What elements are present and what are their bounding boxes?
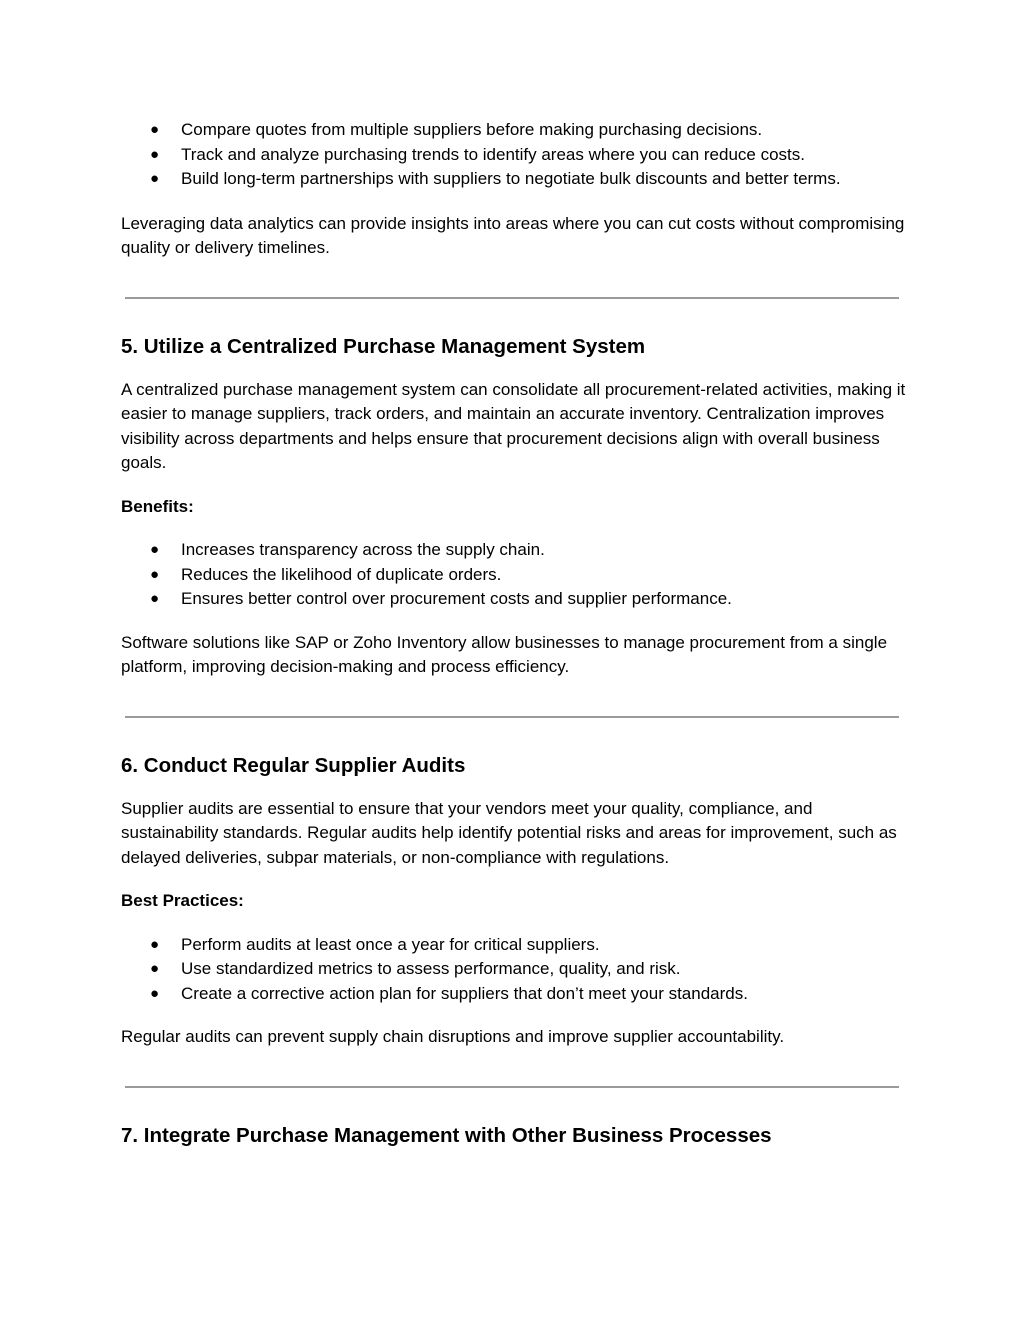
section-6-bullet-list [121,933,911,1007]
bullet-icon: ● [150,935,160,953]
section-6-heading: 6. Conduct Regular Supplier Audits [121,753,466,777]
bullet-icon: ● [150,565,160,583]
bullet-icon: ● [150,984,160,1002]
list-item: ● Build long-term partnerships with suppliers to negotiate bulk discounts and better terms. [121,167,911,192]
intro-bullet-list [121,118,911,192]
list-item: ● Ensures better control over procurement costs and supplier performance. [121,587,911,612]
bullet-icon: ● [150,541,160,558]
section-5-closing: Software solutions like SAP or Zoho Inventory allow businesses to manage procurement from a single platform, improving decision-making and process efficiency. [121,632,888,676]
section-6-paragraph: Supplier audits are essential to ensure that your vendors meet your quality, compliance, and sustainability standards. Regular audits help identify potential risks and areas for improvement, such as delayed deliveries, subpar materials, or non-compliance with regulations. [121,798,897,867]
section-6-label: Best Practices: [121,891,244,910]
section-5-bullet-list [121,538,911,612]
bullet-icon: ● [150,170,160,187]
list-item: ● Reduces the likelihood of duplicate orders. [121,563,911,588]
section-5-label: Benefits: [121,496,194,516]
section-5-paragraph: A centralized purchase management system can consolidate all procurement-related activities, making it easier to manage suppliers, track orders, and maintain an accurate inventory. Centralization improves visibility across departments and helps ensure that procurement decisions align with overall business goals. [121,379,906,472]
bullet-icon: ● [150,145,160,163]
section-6-closing: Regular audits can prevent supply chain disruptions and improve supplier accountability. [121,1027,785,1046]
list-item: ● Track and analyze purchasing trends to identify areas where you can reduce costs. [121,143,911,168]
bullet-icon: ● [150,121,160,138]
list-item: ● Use standardized metrics to assess performance, quality, and risk. [121,957,911,982]
section-7-heading: 7. Integrate Purchase Management with Other Business Processes [121,1123,772,1147]
bullet-icon: ● [150,960,160,977]
document-content [121,118,911,1150]
list-item: ● Compare quotes from multiple suppliers before making purchasing decisions. [121,118,911,143]
section-5-heading: 5. Utilize a Centralized Purchase Management System [121,334,646,358]
list-item: ● Perform audits at least once a year for critical suppliers. [121,933,911,958]
bullet-icon: ● [150,590,160,607]
list-item: ● Create a corrective action plan for suppliers that don’t meet your standards. [121,982,911,1007]
intro-paragraph: Leveraging data analytics can provide insights into areas where you can cut costs without compromising quality or delivery timelines. [121,213,905,257]
list-item: ● Increases transparency across the supply chain. [121,538,911,563]
